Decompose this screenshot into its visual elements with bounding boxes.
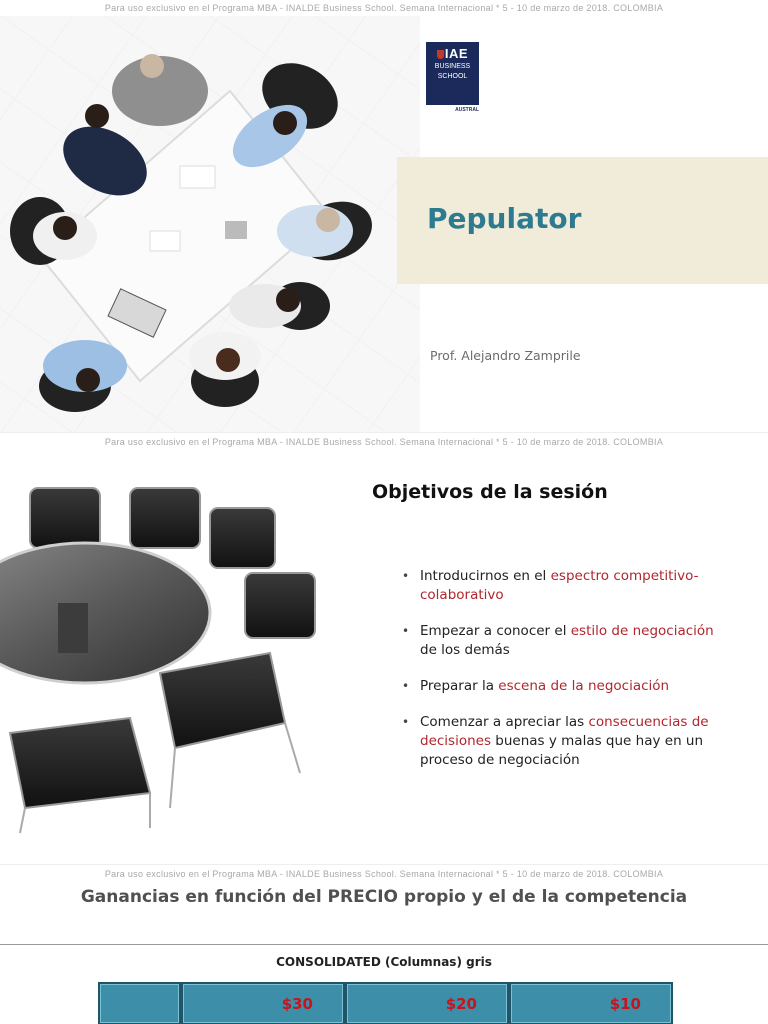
objective-item: • Preparar la escena de la negociación xyxy=(402,678,670,694)
objectives-list xyxy=(402,567,732,787)
objective-item: • Empezar a conocer el estilo de negociación de los demás xyxy=(402,623,714,658)
header-cell-empty xyxy=(98,982,181,1024)
meeting-photo xyxy=(0,16,420,432)
iae-logo: IAE BUSINESS SCHOOL UNIVERSIDAD AUSTRAL xyxy=(426,42,479,105)
price-table-header xyxy=(98,982,673,1024)
objectives-title: Objetivos de la sesión xyxy=(372,481,608,503)
objective-item: • Introducirnos en el espectro competitivo-colaborativo xyxy=(402,568,699,603)
objective-item: • Comenzar a apreciar las consecuencias de decisiones buenas y malas que hay en un proceso de negociación xyxy=(402,714,709,768)
header-cell-price: $10 xyxy=(509,982,673,1024)
professor-name: Prof. Alejandro Zamprile xyxy=(430,348,581,363)
divider xyxy=(0,944,768,945)
footer-note: Para uso exclusivo en el Programa MBA - INALDE Business School. Semana Internacional * 5 - 10 de marzo de 2018. COLOMBIA xyxy=(104,3,664,13)
footer-note: Para uso exclusivo en el Programa MBA - INALDE Business School. Semana Internacional * 5 - 10 de marzo de 2018. COLOMBIA xyxy=(104,869,664,879)
slide-profits xyxy=(0,864,768,1024)
footer-note: Para uso exclusivo en el Programa MBA - INALDE Business School. Semana Internacional * 5 - 10 de marzo de 2018. COLOMBIA xyxy=(104,437,664,447)
profits-title: Ganancias en función del PRECIO propio y el de la competencia xyxy=(80,887,688,907)
round-table-photo xyxy=(0,473,345,843)
slide-title xyxy=(0,0,768,432)
table-caption: CONSOLIDATED (Columnas) gris xyxy=(276,955,492,969)
header-cell-price: $20 xyxy=(345,982,509,1024)
slide-objectives xyxy=(0,432,768,864)
header-cell-price: $30 xyxy=(181,982,345,1024)
slide-title-text: Pepulator xyxy=(427,202,582,235)
title-band xyxy=(397,157,768,284)
